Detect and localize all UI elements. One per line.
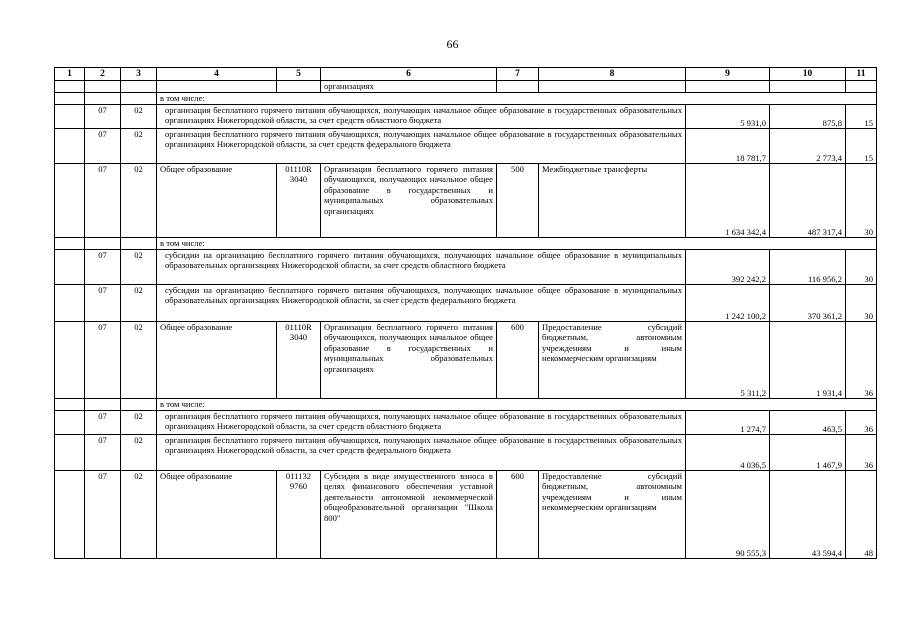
subsection-code-cell: 02 [121,105,157,129]
target-article-cell: 01110R 3040 [277,322,321,399]
expense-name-cell: Предоставление субсидий бюджетным, автономным учреждениям и иным некоммерческим организациям [539,322,686,399]
table-row [55,238,877,250]
code-cell: 15 [846,105,877,129]
column-header: 1 [55,68,85,81]
empty-cell [277,81,321,93]
amount-cell: 1 931,4 [770,322,846,399]
empty-cell [85,93,121,105]
empty-cell [121,93,157,105]
code-cell: 36 [846,435,877,471]
section-label-cell: в том числе: [157,93,877,105]
empty-cell [121,238,157,250]
column-header: 3 [121,68,157,81]
amount-cell: 4 036,5 [686,435,770,471]
empty-cell [55,238,85,250]
amount-cell: 90 555,3 [686,471,770,559]
code-cell: 48 [846,471,877,559]
amount-cell: 1 274,7 [686,411,770,435]
column-header: 2 [85,68,121,81]
table-row [55,411,877,435]
section-code-cell: 07 [85,411,121,435]
amount-cell: 2 773,4 [770,129,846,164]
section-label-cell: в том числе: [157,399,877,411]
empty-cell [55,81,85,93]
amount-cell: 875,8 [770,105,846,129]
section-code-cell: 07 [85,105,121,129]
empty-cell [55,129,85,164]
subsection-code-cell: 02 [121,285,157,322]
category-cell: Общее образование [157,471,277,559]
empty-cell [55,435,85,471]
description-cell: субсидии на организацию бесплатного горячего питания обучающихся, получающих начальное общее образование в муниципальных образовательных организациях Нижегородской области, за счет средств областного бюджета [157,250,686,285]
table-row [55,129,877,164]
article-name-cell: Организация бесплатного горячего питания обучающихся, получающих начальное общее образование в государственных и муниципальных образовательных организациях [321,322,497,399]
section-code-cell: 07 [85,435,121,471]
column-header: 4 [157,68,277,81]
empty-cell [770,81,846,93]
column-header: 10 [770,68,846,81]
description-cell: организация бесплатного горячего питания обучающихся, получающих начальное общее образование в государственных образовательных организациях Нижегородской области, за счет средств федерального бюджета [157,435,686,471]
section-label-cell: в том числе: [157,238,877,250]
table-row [55,322,877,399]
subsection-code-cell: 02 [121,322,157,399]
empty-cell [85,399,121,411]
category-cell: Общее образование [157,164,277,238]
amount-cell: 5 311,2 [686,322,770,399]
table-row [55,164,877,238]
expense-type-cell: 600 [497,471,539,559]
amount-cell: 43 594,4 [770,471,846,559]
subsection-code-cell: 02 [121,129,157,164]
expense-name-cell: Предоставление субсидий бюджетным, автономным учреждениям и иным некоммерческим организациям [539,471,686,559]
empty-cell [85,81,121,93]
column-header: 5 [277,68,321,81]
section-code-cell: 07 [85,164,121,238]
table-row [55,471,877,559]
article-name-cell: организациях [321,81,497,93]
column-header: 11 [846,68,877,81]
section-code-cell: 07 [85,129,121,164]
article-name-cell: Субсидия в виде имущественного взноса в целях финансового обеспечения уставной деятельности автономной некоммерческой общеобразовательной организации "Школа 800" [321,471,497,559]
code-cell: 15 [846,129,877,164]
code-cell: 36 [846,411,877,435]
column-header: 9 [686,68,770,81]
expense-type-cell: 600 [497,322,539,399]
empty-cell [55,93,85,105]
target-article-cell: 01110R 3040 [277,164,321,238]
amount-cell: 116 956,2 [770,250,846,285]
table-row [55,399,877,411]
target-article-cell: 011132 9760 [277,471,321,559]
empty-cell [121,81,157,93]
table-row [55,105,877,129]
description-cell: организация бесплатного горячего питания обучающихся, получающих начальное общее образование в государственных образовательных организациях Нижегородской области, за счет средств областного бюджета [157,411,686,435]
empty-cell [55,164,85,238]
amount-cell: 392 242,2 [686,250,770,285]
category-cell: Общее образование [157,322,277,399]
table-row [55,93,877,105]
subsection-code-cell: 02 [121,411,157,435]
empty-cell [55,471,85,559]
header-row [55,68,877,81]
table-row [55,250,877,285]
empty-cell [497,81,539,93]
budget-table [54,67,877,559]
subsection-code-cell: 02 [121,250,157,285]
section-code-cell: 07 [85,285,121,322]
empty-cell [55,411,85,435]
subsection-code-cell: 02 [121,435,157,471]
table-row [55,81,877,93]
code-cell: 30 [846,285,877,322]
subsection-code-cell: 02 [121,471,157,559]
amount-cell: 1 242 100,2 [686,285,770,322]
empty-cell [539,81,686,93]
page-number: 66 [446,37,459,51]
code-cell: 30 [846,250,877,285]
amount-cell: 370 361,2 [770,285,846,322]
empty-cell [85,238,121,250]
expense-type-cell: 500 [497,164,539,238]
description-cell: организация бесплатного горячего питания обучающихся, получающих начальное общее образование в государственных образовательных организациях Нижегородской области, за счет средств федерального бюджета [157,129,686,164]
empty-cell [846,81,877,93]
table-row [55,285,877,322]
empty-cell [121,399,157,411]
empty-cell [55,399,85,411]
expense-name-cell: Межбюджетные трансферты [539,164,686,238]
subsection-code-cell: 02 [121,164,157,238]
column-header: 6 [321,68,497,81]
description-cell: субсидии на организацию бесплатного горячего питания обучающихся, получающих начальное общее образование в муниципальных образовательных организациях Нижегородской области, за счет средств федерального бюджета [157,285,686,322]
empty-cell [157,81,277,93]
empty-cell [55,285,85,322]
description-cell: организация бесплатного горячего питания обучающихся, получающих начальное общее образование в государственных образовательных организациях Нижегородской области, за счет средств областного бюджета [157,105,686,129]
amount-cell: 18 781,7 [686,129,770,164]
code-cell: 36 [846,322,877,399]
section-code-cell: 07 [85,471,121,559]
section-code-cell: 07 [85,322,121,399]
amount-cell: 1 467,9 [770,435,846,471]
empty-cell [55,250,85,285]
empty-cell [55,105,85,129]
amount-cell: 1 634 342,4 [686,164,770,238]
section-code-cell: 07 [85,250,121,285]
amount-cell: 463,5 [770,411,846,435]
amount-cell: 487 317,4 [770,164,846,238]
code-cell: 30 [846,164,877,238]
column-header: 8 [539,68,686,81]
table-row [55,435,877,471]
empty-cell [686,81,770,93]
article-name-cell: Организация бесплатного горячего питания обучающихся, получающих начальное общее образование в государственных и муниципальных образовательных организациях [321,164,497,238]
amount-cell: 5 931,0 [686,105,770,129]
empty-cell [55,322,85,399]
column-header: 7 [497,68,539,81]
